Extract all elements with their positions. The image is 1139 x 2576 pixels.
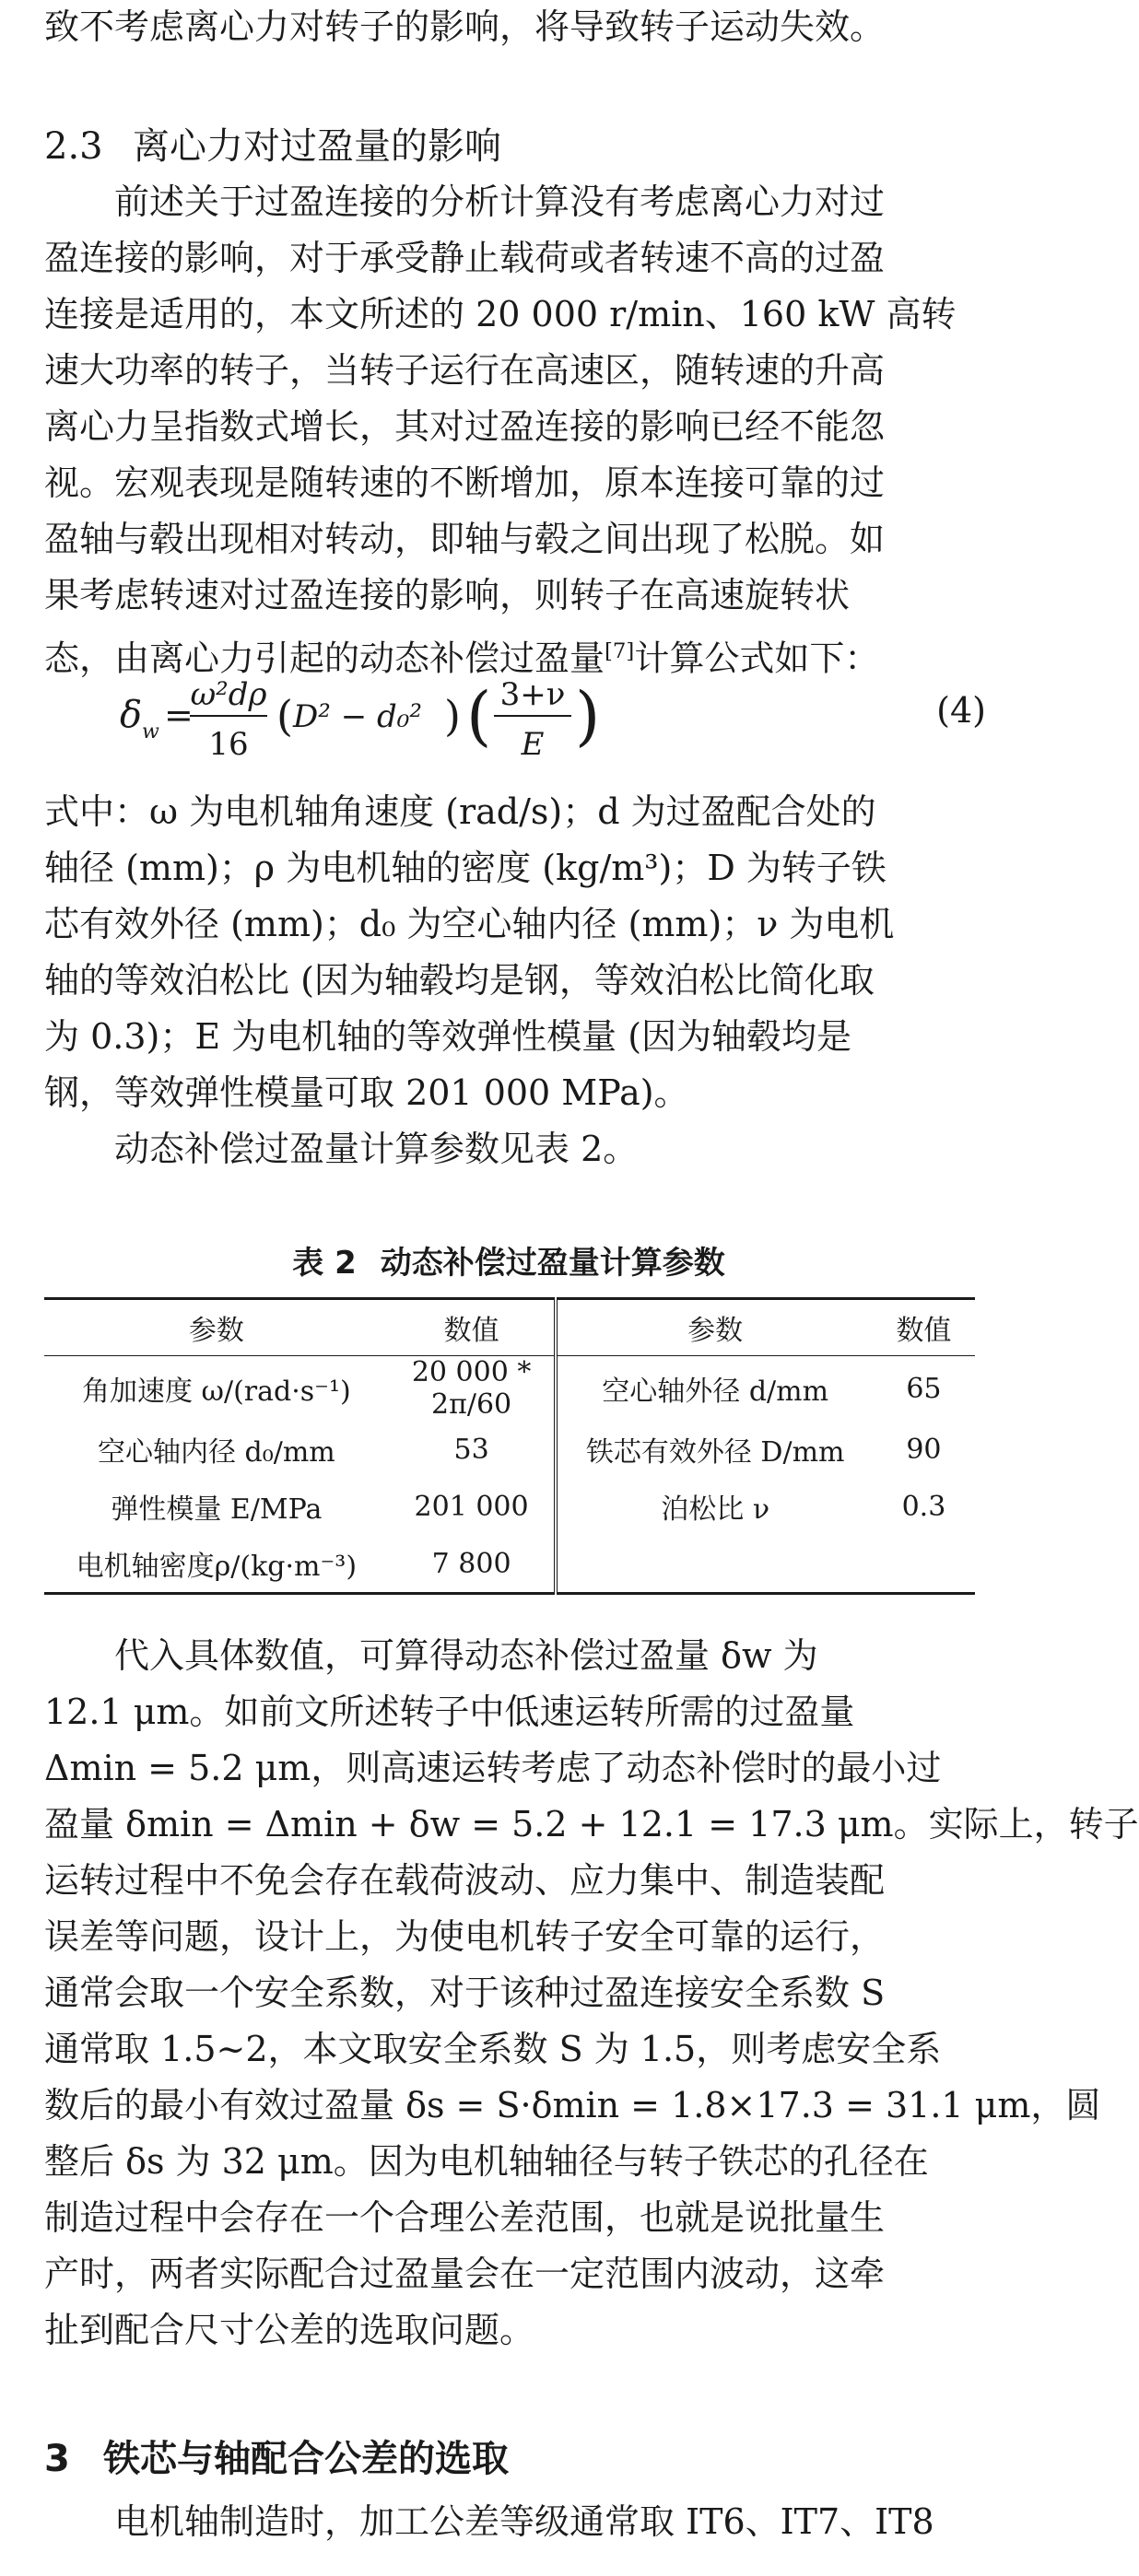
eq-denominator: 16: [208, 726, 249, 763]
text-line: 盈连接的影响，对于承受静止载荷或者转速不高的过盈: [44, 238, 886, 278]
text-line: 离心力呈指数式增长，其对过盈连接的影响已经不能忽: [44, 406, 886, 447]
text-line: 视。宏观表现是随转速的不断增加，原本连接可靠的过: [44, 463, 886, 503]
eq-lhs: δ: [120, 694, 143, 736]
equation-number: (4): [936, 690, 986, 731]
text-line: 误差等问题，设计上，为使电机转子安全可靠的运行，: [44, 1916, 886, 1957]
table-cell: 电机轴密度ρ/(kg·m⁻³): [76, 1551, 358, 1583]
text-line: 致不考虑离心力对转子的影响，将导致转子运动失效。: [44, 6, 886, 47]
table-cell: [556, 1535, 872, 1594]
text-line: 速大功率的转子，当转子运行在高速区，随转速的升高: [44, 350, 886, 391]
table-title: 动态补偿过盈量计算参数: [380, 1245, 725, 1282]
text-fragment: 计算公式如下：: [634, 638, 880, 679]
column-header: 数值: [389, 1299, 557, 1356]
eq-numerator: ω²dρ: [190, 676, 267, 713]
table-cell: 角加速度 ω/(rad·s⁻¹): [81, 1376, 351, 1408]
table-cell: 53: [389, 1421, 557, 1478]
text-line: 盈量 δmin = Δmin + δw = 5.2 + 12.1 = 17.3 μm。实际上，转子: [44, 1804, 1139, 1844]
text-line: 通常会取一个安全系数，对于该种过盈连接安全系数 S: [44, 1973, 886, 2013]
table-row: [44, 1478, 975, 1535]
text-line: 果考虑转速对过盈连接的影响，则转子在高速旋转状: [44, 575, 851, 615]
table-cell: 空心轴外径 d/mm: [602, 1376, 829, 1408]
eq-frac2-denominator: E: [521, 726, 545, 763]
table-cell: 空心轴内径 d₀/mm: [97, 1436, 335, 1469]
section-title: 离心力对过盈量的影响: [133, 125, 501, 168]
column-header: 参数: [44, 1299, 389, 1356]
text-line: 式中：ω 为电机轴角速度 (rad/s)；d 为过盈配合处的: [44, 791, 876, 832]
section-title: 铁芯与轴配合公差的选取: [103, 2438, 509, 2480]
table-cell: 铁芯有效外径 D/mm: [585, 1436, 845, 1469]
citation-ref: [7]: [605, 639, 635, 663]
text-line: 钢，等效弹性模量可取 201 000 MPa)。: [44, 1072, 689, 1113]
eq-paren-close: ): [444, 691, 461, 741]
table-row: [44, 1535, 975, 1594]
section-heading-2-3: [44, 120, 501, 173]
text-line: 前述关于过盈连接的分析计算没有考虑离心力对过: [44, 181, 886, 222]
eq-frac2-numerator: 3+ν: [499, 676, 566, 713]
text-line: 12.1 μm。如前文所述转子中低速运转所需的过盈量: [44, 1692, 855, 1732]
table-cell: [873, 1535, 975, 1594]
text-line: 电机轴制造时，加工公差等级通常取 IT6、IT7、IT8: [44, 2501, 934, 2542]
text-line: 整后 δs 为 32 μm。因为电机轴轴径与转子铁芯的孔径在: [44, 2141, 929, 2182]
table-header-row: [44, 1299, 975, 1356]
equation-4: [120, 650, 986, 779]
text-line: 盈轴与毂出现相对转动，即轴与毂之间出现了松脱。如: [44, 519, 886, 559]
text-line: 代入具体数值，可算得动态补偿过盈量 δw 为: [44, 1635, 818, 1676]
section-number: 2.3: [44, 125, 103, 168]
table-row: [44, 1356, 975, 1422]
section-heading-3: [44, 2432, 509, 2486]
table-cell: 泊松比 ν: [661, 1493, 770, 1526]
eq-lhs-sub: w: [142, 720, 159, 744]
text-line: 动态补偿过盈量计算参数见表 2。: [44, 1129, 639, 1169]
column-header: 参数: [556, 1299, 872, 1356]
eq-equals: =: [164, 695, 194, 735]
text-line: 产时，两者实际配合过盈量会在一定范围内波动，这牵: [44, 2254, 886, 2294]
equation-svg: [120, 650, 765, 779]
column-header: 数值: [873, 1299, 975, 1356]
text-line: 连接是适用的，本文所述的 20 000 r/min、160 kW 高转: [44, 294, 957, 334]
table-label: 表 2: [292, 1245, 357, 1282]
text-line: 轴径 (mm)；ρ 为电机轴的密度 (kg/m³)；D 为转子铁: [44, 848, 887, 888]
table-cell: 7 800: [389, 1535, 557, 1594]
text-line: 通常取 1.5~2，本文取安全系数 S 为 1.5，则考虑安全系: [44, 2029, 942, 2069]
text-fragment: 态，由离心力引起的动态补偿过盈量: [44, 638, 605, 679]
parameter-table: [44, 1297, 975, 1595]
text-line: 数后的最小有效过盈量 δs = S·δmin = 1.8×17.3 = 31.1 μm，圆: [44, 2085, 1101, 2125]
eq-paren-open: (: [276, 691, 293, 741]
text-line: 轴的等效泊松比 (因为轴毂均是钢，等效泊松比简化取: [44, 960, 875, 1001]
eq-middle: D² − d₀²: [293, 698, 423, 735]
table-row: [44, 1421, 975, 1478]
table-cell: 20 000 * 2π/60: [389, 1356, 557, 1422]
text-line: 扯到配合尺寸公差的选取问题。: [44, 2310, 535, 2350]
text-line: 运转过程中不免会存在载荷波动、应力集中、制造装配: [44, 1860, 886, 1901]
table-caption: [0, 1239, 1017, 1287]
table-cell: 90: [906, 1433, 942, 1466]
table-cell: 0.3: [901, 1490, 946, 1523]
table-cell: 201 000: [389, 1478, 557, 1535]
table-cell: 65: [906, 1372, 942, 1405]
text-line: 制造过程中会存在一个合理公差范围，也就是说批量生: [44, 2197, 886, 2238]
text-line: 芯有效外径 (mm)；d₀ 为空心轴内径 (mm)；ν 为电机: [44, 904, 895, 944]
section-number: 3: [44, 2438, 70, 2480]
text-line: Δmin = 5.2 μm，则高速运转考虑了动态补偿时的最小过: [44, 1748, 942, 1788]
eq-big-paren-open: (: [466, 678, 492, 754]
eq-big-paren-close: ): [575, 678, 601, 754]
table-cell: 弹性模量 E/MPa: [111, 1493, 323, 1526]
text-line: 为 0.3)；E 为电机轴的等效弹性模量 (因为轴毂均是: [44, 1016, 852, 1057]
